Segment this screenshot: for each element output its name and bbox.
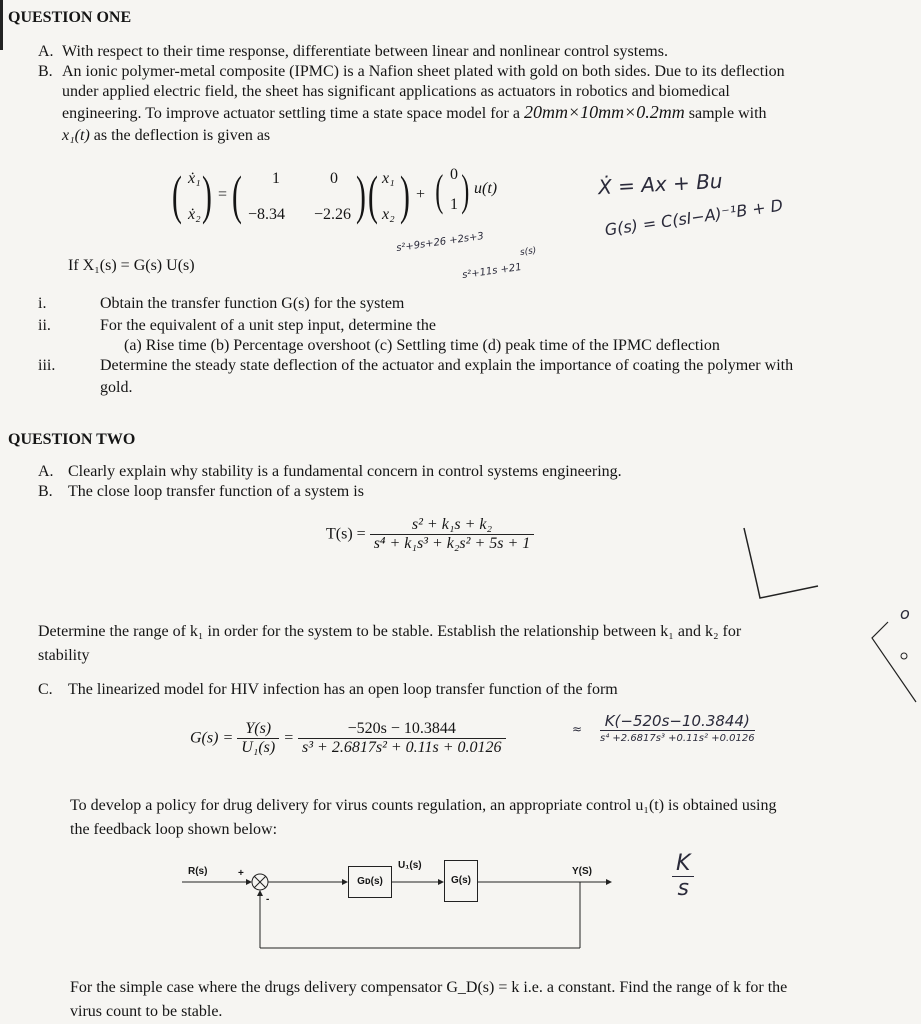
plus-sign: + — [416, 186, 426, 203]
g-denominator: s³ + 2.6817s² + 0.11s + 0.0126 — [302, 739, 502, 756]
q2-range-line2: stability — [38, 647, 90, 664]
q1-b-line3-start: engineering. To improve actuator settling time a state space model for a — [62, 105, 524, 122]
g-frac-den: U₁(s) — [241, 739, 276, 756]
vector-x2: x₂ — [382, 206, 395, 223]
state-space-equation: ( ẋ₁ ẋ₂ ) = ( 1 0 −8.34 −2.26 ) ( x₁ x₂ ) + ( 0 1 ) u(t) — [172, 165, 498, 225]
lhs-x2-dot: ẋ₂ — [188, 206, 201, 223]
closed-loop-tf — [326, 516, 534, 553]
label-y-s: Y(S) — [572, 866, 592, 877]
handwritten-margin-bracket — [868, 616, 921, 706]
summing-minus: - — [266, 894, 270, 905]
handwritten-checkmark — [738, 524, 828, 604]
label-u1-s: U₁(s) — [398, 860, 422, 871]
q1-sample-dims: 20mm×10mm×0.2mm — [523, 102, 685, 122]
q2-c-text: The linearized model for HIV infection has an open loop transfer function of the form — [68, 681, 618, 698]
handwritten-k-den: s⁴ +2.6817s³ +0.11s² +0.0126 — [600, 733, 755, 744]
q2-heading: QUESTION TWO — [8, 431, 136, 448]
matrix-a22: −2.26 — [314, 206, 352, 223]
handwritten-k-num: K(−520s−10.3844) — [600, 712, 755, 731]
q1-b-line3-end: sample with — [684, 105, 767, 122]
equals-sign: = — [218, 186, 228, 203]
matrix-a11: 1 — [272, 170, 280, 187]
g-lhs: G(s) = — [190, 729, 234, 747]
handwritten-k-tf — [600, 712, 755, 744]
handwritten-k-over-s — [672, 852, 694, 901]
g-equals: = — [283, 729, 295, 747]
handwritten-state-eq: Ẋ = Ax + Bu — [597, 168, 724, 200]
q1-item-iii-text-2: gold. — [100, 379, 133, 396]
q1-deflection-var: x₁(t) — [62, 127, 90, 144]
left-margin-bar — [0, 0, 3, 50]
q1-b-line1: An ionic polymer-metal composite (IPMC) is a Nafion sheet plated with gold on both sides. Due to its deflection — [62, 63, 785, 80]
g-frac-num: Y(s) — [237, 720, 279, 739]
q1-item-ii-text: For the equivalent of a unit step input, determine the — [100, 317, 436, 334]
handwritten-eq-mark: ≈ — [572, 722, 583, 736]
q2-final-line1: For the simple case where the drugs delivery compensator G_D(s) = k i.e. a constant. Find the range of k for the — [70, 979, 788, 996]
q1-b-line4 — [62, 126, 270, 145]
q2-range-line1: Determine the range of k₁ in order for the system to be stable. Establish the relationship between k₁ and k₂ for — [38, 623, 742, 640]
q1-item-iii-num: iii. — [38, 357, 56, 374]
input-u: u(t) — [474, 180, 498, 197]
q2-c-letter: C. — [38, 681, 53, 698]
q1-if-line: If X₁(s) = G(s) U(s) — [68, 257, 195, 274]
handwritten-scribble-2: s²+11s +21 — [461, 261, 523, 282]
q1-item-i-text: Obtain the transfer function G(s) for the system — [100, 295, 405, 312]
q2-a-text: Clearly explain why stability is a fundamental concern in control systems engineering. — [68, 463, 622, 480]
lhs-x1-dot: ẋ₁ — [188, 170, 201, 187]
handwritten-scribble-1b: s(s) — [519, 245, 538, 259]
feedback-block-diagram — [180, 852, 620, 957]
b-vector-top: 0 — [450, 166, 458, 183]
handwritten-g-formula: G(s) = C(sI−A)⁻¹B + D — [603, 195, 785, 240]
q1-b-letter: B. — [38, 63, 53, 80]
summing-plus: + — [238, 868, 244, 879]
handwritten-margin-circle: o — [900, 604, 910, 623]
q1-item-ii-num: ii. — [38, 317, 51, 334]
g-numerator: −520s − 10.3844 — [298, 720, 505, 739]
q2-b-letter: B. — [38, 483, 53, 500]
q2-policy-line2: the feedback loop shown below: — [70, 821, 278, 838]
q1-b-line4-end: as the deflection is given as — [89, 127, 271, 144]
q1-a-letter: A. — [38, 43, 54, 60]
g-block: G(s) — [444, 860, 478, 902]
q1-b-line2: under applied electric field, the sheet has significant applications as actuators in robotics and biomedical — [62, 83, 730, 100]
q1-item-i-num: i. — [38, 295, 47, 312]
q2-b-text: The close loop transfer function of a system is — [68, 483, 364, 500]
q1-item-iii-text: Determine the steady state deflection of the actuator and explain the importance of coating the polymer with — [100, 357, 794, 374]
handwritten-k-over-s-num: K — [672, 852, 694, 877]
q2-policy-line1: To develop a policy for drug delivery for virus counts regulation, an appropriate control u₁(t) is obtained using — [70, 797, 777, 814]
vector-x1: x₁ — [382, 170, 395, 187]
label-r-s: R(s) — [188, 866, 208, 877]
hiv-transfer-function — [190, 720, 506, 757]
matrix-a21: −8.34 — [248, 206, 286, 223]
handwritten-scribble-1: s²+9s+26 +2s+3 — [395, 230, 485, 255]
q1-item-ii-parts: (a) Rise time (b) Percentage overshoot (c) Settling time (d) peak time of the IPMC deflection — [124, 337, 720, 354]
q2-a-letter: A. — [38, 463, 54, 480]
tf-denominator: s⁴ + k₁s³ + k₂s² + 5s + 1 — [373, 535, 531, 552]
tf-numerator: s² + k₁s + k₂ — [370, 516, 535, 535]
gd-block: Gᴅ(s) — [348, 866, 392, 898]
q2-final-line2: virus count to be stable. — [70, 1003, 223, 1020]
q1-b-line3 — [62, 103, 767, 123]
handwritten-k-over-s-den: s — [677, 876, 689, 901]
q1-heading: QUESTION ONE — [8, 9, 132, 26]
b-vector-bottom: 1 — [450, 196, 458, 213]
tf-lhs: T(s) = — [326, 525, 366, 543]
q1-a-text: With respect to their time response, differentiate between linear and nonlinear control systems. — [62, 43, 668, 60]
matrix-a12: 0 — [330, 170, 338, 187]
